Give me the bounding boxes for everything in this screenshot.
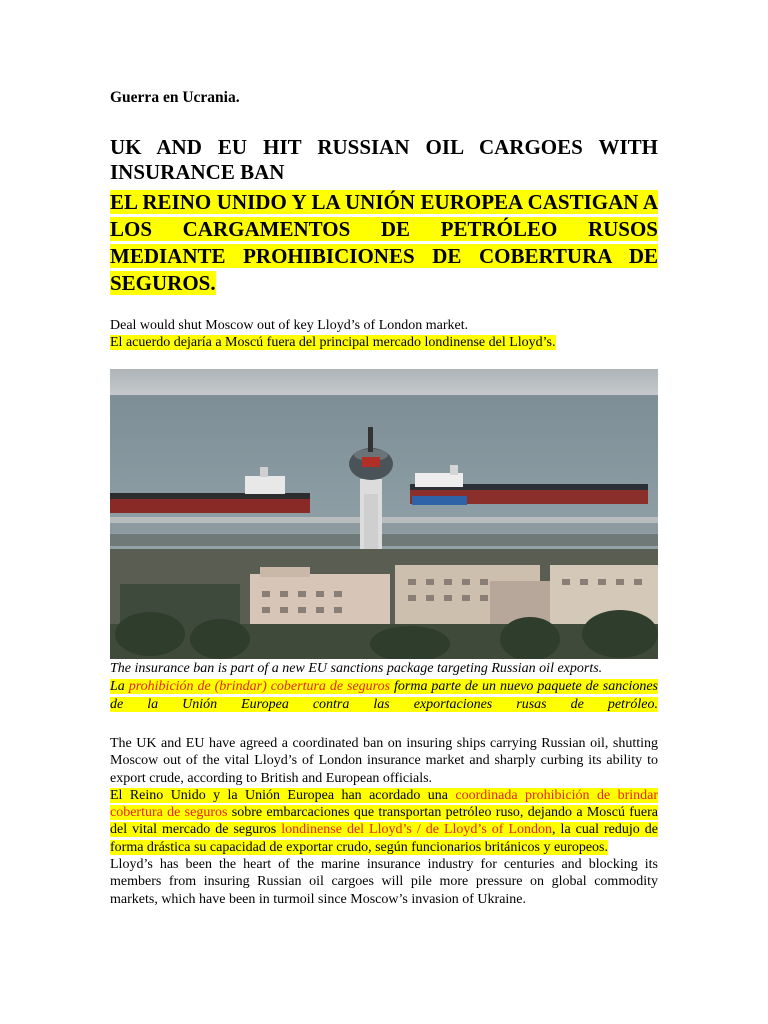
paragraph-1-spanish [110,787,658,856]
paragraph-2-english: Lloyd’s has been the heart of the marine insurance industry for centuries and blocking its members from insuring Russian oil cargoes will pile more pressure on global commodity markets, which have been in turmoil since Moscow’s invasion of Ukraine. [110,857,658,907]
headline-english: UK AND EU HIT RUSSIAN OIL CARGOES WITH INSURANCE BAN [110,135,658,184]
caption-spanish [110,678,658,714]
photo-caption [110,660,658,714]
para1-es-part3: , la cual redujo de forma drástica su capacidad de exportar crudo, según funcionarios británicos y europeos. [110,822,659,855]
headline-spanish-text: EL REINO UNIDO Y LA UNIÓN EUROPEA CASTIGAN A LOS CARGAMENTOS DE PETRÓLEO RUSOS MEDIANTE PROHIBICIONES DE COBERTURA DE SEGUROS. [110,190,658,295]
para1-es-part1: El Reino Unido y la Unión Europea han acordado una [110,787,456,803]
port-tankers-image [110,369,658,659]
caption-es-red1: prohibición de (brindar) cobertura de seguros [128,679,391,694]
port-photo [110,369,658,659]
para1-es-red2: londinense del Lloyd’s / de Lloyd’s of London [281,822,553,838]
paragraph-1-english: The UK and EU have agreed a coordinated ban on insuring ships carrying Russian oil, shutting Moscow out of the vital Lloyd’s of London insurance market and sharply curbing its ability to export crude, according to British and European officials. [110,736,658,786]
section-kicker: Guerra en Ucrania. [110,89,240,106]
para1-es-part2: sobre embarcaciones que transportan petróleo ruso, dejando a Moscú fuera del vital mercado de seguros [110,805,658,838]
para1-es-red1: coordinada prohibición de brindar cobertura de seguros [110,787,658,821]
caption-es-part2: forma parte de un nuevo paquete de sanciones de la Unión Europea contra las exportaciones rusas de petróleo. [110,679,658,712]
article-body [110,735,658,908]
subtitle-spanish [110,334,556,351]
subtitle-spanish-text: El acuerdo dejaría a Moscú fuera del principal mercado londinense del Lloyd’s. [110,335,556,350]
caption-es-part1: La [110,679,129,694]
subtitle-english: Deal would shut Moscow out of key Lloyd’s of London market. [110,318,469,333]
caption-english: The insurance ban is part of a new EU sanctions package targeting Russian oil exports. [110,661,603,676]
headline-spanish [110,189,658,297]
